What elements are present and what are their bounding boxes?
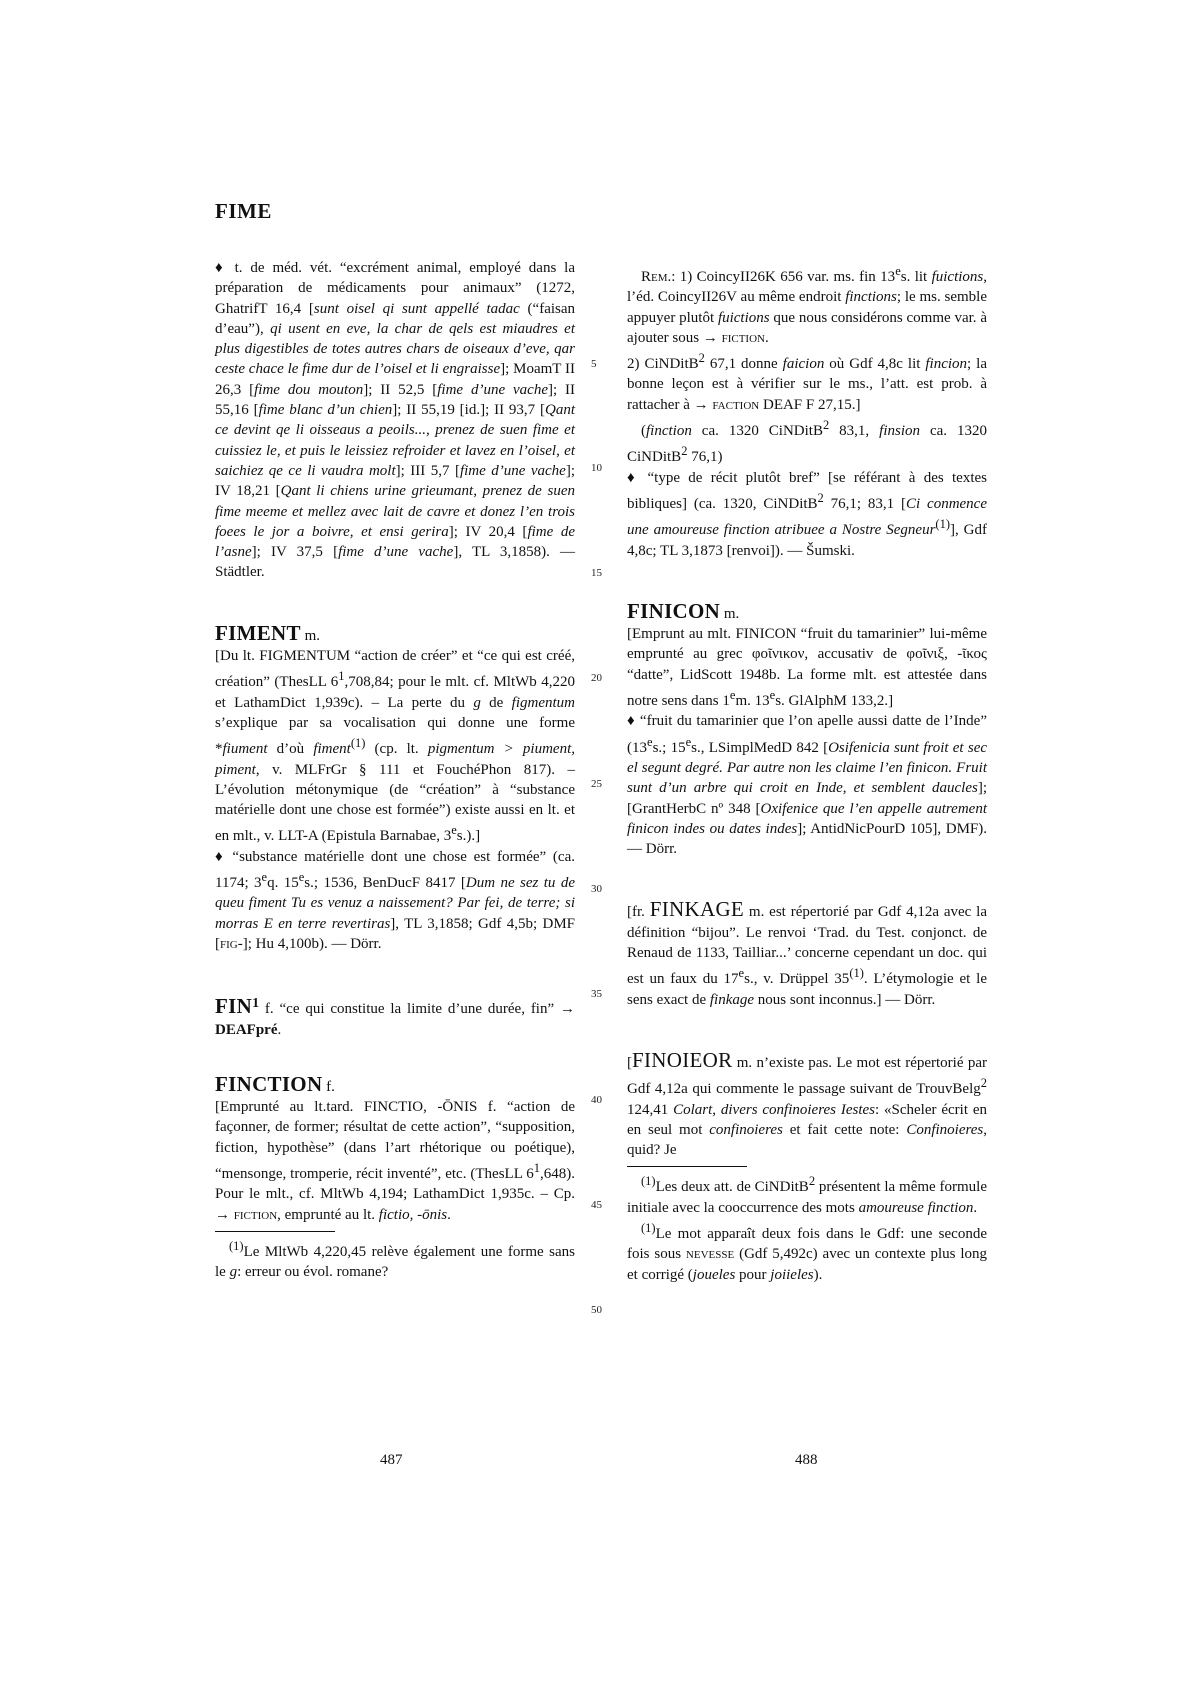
line-number: 5 [591,358,597,370]
line-number: 35 [591,988,602,1000]
line-number: 20 [591,672,602,684]
line-number: 30 [591,883,602,895]
footnote-rule [627,1166,747,1167]
right-column [627,261,987,1285]
footnote-rule [215,1231,335,1232]
deaf-link[interactable]: DEAFpré [215,1021,278,1038]
line-number: 15 [591,567,602,579]
line-number: 40 [591,1094,602,1106]
left-column [215,258,575,1282]
finction-remark-1: Rem.: 1) CoincyII26K 656 var. ms. fin 13es. lit fuictions, l’éd. CoincyII26V au même endroit finctions; le ms. semble appuyer plutôt fuictions que nous considérons comme var. à ajouter sous → fiction. [627,264,988,346]
finction-etymology: [Emprunté au lt.tard. FINCTIO, -ŌNIS f. “action de façonner, de former; résultat de cette action”, “supposition, fiction, hypothèse” (dans l’art rhétorique ou poétique), “mensonge, tromperie, récit inventé”, etc. (ThesLL $6^1,648$). Pour le mlt., cf. MltWb 4,194; LathamDict 1,935c. – Cp. → fiction, emprunté au lt. fictio, -ōnis. [215,1099,575,1223]
footnote: $^{(1)}$Le mot apparaît deux fois dans le Gdf: une seconde fois sous nevesse (Gdf 5,492c) avec un contexte plus long et corrigé (joueles pour joiieles). [627,1220,987,1283]
line-number: 50 [591,1304,602,1316]
finction-sense: ♦ “type de récit plutôt bref” [se référant à des textes bibliques] (ca. 1320, CiNDitB$^2$ 76,1; 83,1 [Ci conmence une amoureuse finction atribuee a Nostre Segneur$^{(1)}$], Gdf 4,8c; TL 3,1873 [renvoi]). — Šumski. [627,469,988,559]
finicon-etymology: [Emprunt au mlt. FINICON “fruit du tamarinier” lui-même emprunté au grec φοῖνικον, accusativ de φοῖνιξ, -ῖκος “datte”, LidScott 1948b. La forme mlt. est attestée dans notre sens dans 1em. 13es. GlAlphM 133,2.] [627,626,987,710]
page-number-left: 487 [380,1452,403,1468]
fime-sense: ♦ t. de méd. vét. “excrément animal, employé dans la préparation de médicaments pour animaux” (1272, GhatrifT 16,4 [sunt oisel qi sunt appellé tadac (“faisan d’eau”), qi usent en eve, la char de qels est miaudres et plus digestibles de totes autres chars de oiseaux d’eve, qar ceste chace le fime dur de l’oisel et li engraisse]; MoamT II 26,3 [fime dou mouton]; II 52,5 [fime d’une vache]; II 55,16 [fime blanc d’un chien]; II 55,19 [id.]; II 93,7 [Qant ce devint qe li oisseaus a peoils..., prenez de suen fime et cuissiez le, et puis le leissiez refroider et lavez en l’oisel, et saichiez qe ce li vaudra molt]; III 5,7 [fime d’une vache]; IV 18,21 [Qant li chiens urine grieumant, prenez de suen fime meeme et mellez avec lait de cavre et donez l’en trois foees le jor a boivre, et ensi gerira]; IV 20,4 [fime de l’asne]; IV 37,5 [fime d’une vache], TL 3,1858). — Städtler. [215,260,576,581]
footnote: $^{(1)}$Les deux att. de CiNDitB$^2$ présentent la même formule initiale avec la cooccurrence des mots amoureuse finction. [627,1174,987,1216]
finicon-sense: ♦ “fruit du tamarinier que l’on apelle aussi datte de l’Inde” (13es.; 15es., LSimplMedD 842 [Osifenicia sunt froit et sec el segunt degré. Par autre non les claime l’en finicon. Fruit sunt d’un arbre qui croit en Inde, et semblent daucles]; [GrantHerbC nº 348 [Oxifenice que l’en appelle autrement finicon indes ou dates indes]; AntidNicPourD 105], DMF). — Dörr. [627,713,988,858]
footnote: $^{(1)}$Le MltWb 4,220,45 relève également une forme sans le g: erreur ou évol. romane? [215,1238,575,1281]
entry-fiment-headword: FIMENT m. [215,620,320,645]
entry-finkage: [fr. FINKAGE m. est répertorié par Gdf 4,12a avec la définition “bijou”. Le renvoi ‘Trad. du Test. conjonct. de Renaud de 1133, Tailliar...’ concerne cependant un doc. qui est un faux du 17es., v. Drüppel 35$^{(1)}$. L’étymologie et le sens exact de finkage nous sont inconnus.] — Dörr. [627,897,987,1008]
line-number: 25 [591,778,602,790]
page-number-right: 488 [795,1452,818,1468]
finction-remark-2: 2) CiNDitB$^2$ 67,1 donne faicion où Gdf 4,8c lit fincion; la bonne leçon est à vérifier sur le ms., l’att. est prob. à rattacher à → faction DEAF F 27,15.] [627,351,987,413]
running-head: FIME [215,199,272,223]
finction-forms: (finction ca. 1320 CiNDitB$^2$ 83,1, finsion ca. 1320 CiNDitB$^2$ 76,1) [627,418,987,466]
line-number: 10 [591,462,602,474]
entry-fin: FIN$^1$ f. “ce qui constitue la limite d’une durée, fin” → DEAFpré. [215,994,575,1038]
entry-finicon-headword: FINICON m. [627,598,740,623]
fiment-etymology: [Du lt. FIGMENTUM “action de créer” et “ce qui est créé, création” (ThesLL $6^1,708,84$; pour le mlt. cf. MltWb 4,220 et LathamDict 1,939c). – La perte du g de figmentum s’explique par sa vocalisation qui donne une forme *fiument d’où fiment$^{(1)}$ (cp. lt. pigmentum > piument, piment, v. MLFrGr § 111 et FouchéPhon 817). – L’évolution métonymique (de “création” à “substance matérielle dont une chose est formée”) existe aussi en lt. et en mlt., v. LLT-A (Epistula Barnabae, 3es.).] [215,648,576,845]
entry-finoieor: [FINOIEOR m. n’existe pas. Le mot est répertorié par Gdf 4,12a qui commente le passage suivant de TrouvBelg$^2$ 124,41 Colart, divers confinoieres Iestes: «Scheler écrit en en seul mot confinoieres et fait cette note: Confinoieres, quid? Je [627,1047,988,1159]
fiment-sense: ♦ “substance matérielle dont une chose est formée” (ca. 1174; 3eq. 15es.; 1536, BenDucF 8417 [Dum ne sez tu de queu fiment Tu es venuz a naissement? Par fei, de terre; si morras E en terre revertiras], TL 3,1858; Gdf 4,5b; DMF [fig-]; Hu 4,100b). — Dörr. [215,848,575,952]
entry-finction-headword: FINCTION f. [215,1071,335,1096]
line-number: 45 [591,1199,602,1211]
